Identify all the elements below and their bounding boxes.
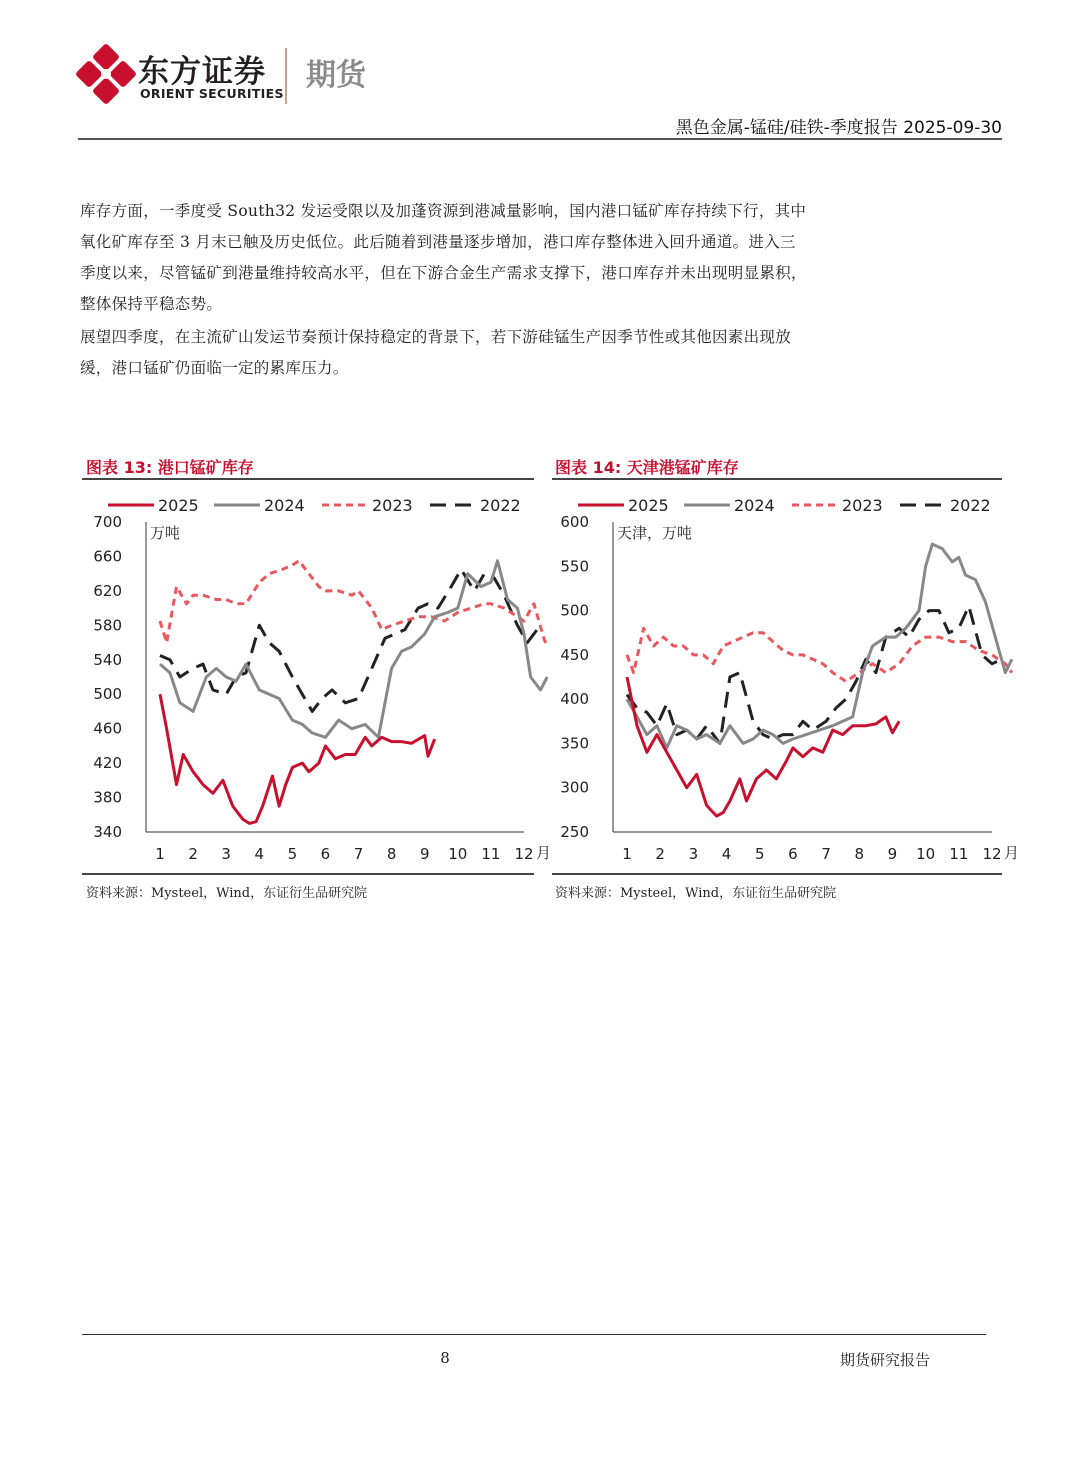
y-tick-label: 500 [93, 685, 122, 704]
orient-logo-icon [78, 46, 134, 102]
chart-source-1: 资料来源：Mysteel，Wind，东证衍生品研究院 [86, 886, 368, 901]
y-tick-label: 400 [560, 690, 589, 709]
chart-1-svg [82, 484, 552, 870]
legend-label-2022: 2022 [950, 496, 991, 515]
x-tick-label: 12 [514, 845, 534, 863]
x-tick-label: 4 [254, 845, 265, 863]
logo-tag: 期货 [306, 58, 366, 93]
x-tick-label: 7 [821, 845, 831, 863]
x-tick-label: 9 [419, 845, 430, 863]
y-tick-label: 300 [560, 778, 589, 797]
y-tick-label: 660 [93, 547, 122, 566]
x-unit-label: 月 [536, 844, 552, 862]
y-tick-label: 550 [560, 557, 589, 576]
y-tick-label: 600 [560, 513, 589, 531]
chart-title-1: 图表 13: 港口锰矿库存 [86, 458, 254, 477]
x-tick-label: 7 [353, 845, 364, 863]
legend-label-2025: 2025 [628, 496, 669, 515]
footer-label: 期货研究报告 [840, 1351, 931, 1369]
x-tick-label: 4 [721, 845, 732, 863]
logo-mark [78, 46, 134, 102]
x-tick-label: 1 [155, 845, 165, 863]
y-tick-label: 340 [93, 823, 122, 841]
logo-divider [285, 48, 287, 104]
x-tick-label: 11 [481, 845, 501, 863]
x-tick-label: 6 [788, 845, 798, 863]
x-tick-label: 2 [655, 845, 665, 863]
report-title: 黑色金属-锰硅/硅铁-季度报告 2025-09-30 [675, 118, 1002, 138]
chart-2-svg [552, 484, 1020, 870]
legend-label-2022: 2022 [480, 496, 521, 515]
y-tick-label: 540 [93, 650, 122, 669]
y-tick-label: 420 [93, 754, 122, 773]
series-line-2022 [160, 569, 544, 711]
x-unit-label: 月 [1004, 844, 1020, 862]
y-tick-label: 500 [560, 601, 589, 620]
x-tick-label: 8 [854, 845, 865, 863]
series-line-2023 [627, 628, 1012, 681]
series-line-2025 [160, 694, 435, 823]
chart-title-2: 图表 14: 天津港锰矿库存 [555, 458, 739, 477]
chart-rule-top-2 [552, 478, 1002, 480]
chart-1 [82, 484, 552, 874]
y-tick-label: 380 [93, 788, 122, 807]
x-tick-label: 2 [188, 845, 198, 863]
y-tick-label: 460 [93, 719, 122, 738]
legend-label-2023: 2023 [372, 496, 413, 515]
series-line-2022 [627, 606, 1002, 743]
y-tick-label: 700 [93, 513, 122, 531]
y-tick-label: 580 [93, 616, 122, 635]
x-tick-label: 10 [916, 845, 936, 863]
footer-rule [82, 1334, 986, 1335]
y-tick-label: 620 [93, 581, 122, 600]
legend-label-2025: 2025 [158, 496, 199, 515]
series-line-2023 [160, 561, 547, 647]
y-unit-label: 万吨 [150, 524, 181, 542]
chart-rule-bottom-2 [552, 873, 1002, 875]
legend-label-2023: 2023 [842, 496, 883, 515]
x-tick-label: 5 [754, 845, 765, 863]
x-tick-label: 1 [622, 845, 632, 863]
x-tick-label: 12 [982, 845, 1002, 863]
logo-text-en: ORIENT SECURITIES [140, 86, 284, 101]
x-tick-label: 6 [320, 845, 331, 863]
x-tick-label: 3 [688, 845, 699, 863]
chart-rule-top-1 [82, 478, 534, 480]
legend-label-2024: 2024 [264, 496, 305, 515]
x-tick-label: 3 [221, 845, 231, 863]
x-tick-label: 10 [448, 845, 468, 863]
chart-rule-bottom-1 [82, 873, 534, 875]
x-tick-label: 9 [887, 845, 898, 863]
header-rule [78, 138, 1002, 140]
x-tick-label: 11 [949, 845, 969, 863]
page-number: 8 [440, 1349, 450, 1367]
legend-label-2024: 2024 [734, 496, 775, 515]
y-tick-label: 350 [560, 734, 589, 753]
paragraph-inventory: 库存方面，一季度受 South32 发运受限以及加蓬资源到港减量影响，国内港口锰矿库存持续下行，其中氧化矿库存至 3 月末已触及历史低位。此后随着到港量逐步增加，港口库存整体进入回升通道。进入三季度以来，尽管锰矿到港量维持较高水平，但在下游合金生产需求支撑下，港口库存并未出现明显累积，整体保持平稳态势。 [80, 202, 807, 313]
chart-source-2: 资料来源：Mysteel，Wind，东证衍生品研究院 [555, 886, 837, 901]
y-tick-label: 250 [560, 823, 589, 841]
x-tick-label: 8 [386, 845, 397, 863]
paragraph-outlook: 展望四季度，在主流矿山发运节奏预计保持稳定的背景下，若下游硅锰生产因季节性或其他因素出现放缓，港口锰矿仍面临一定的累库压力。 [80, 328, 792, 377]
logo-text-cn: 东方证券 [138, 54, 266, 90]
chart-2 [552, 484, 1020, 874]
y-tick-label: 450 [560, 645, 589, 664]
series-line-2024 [160, 561, 547, 738]
x-tick-label: 5 [287, 845, 298, 863]
y-unit-label: 天津，万吨 [617, 524, 693, 542]
